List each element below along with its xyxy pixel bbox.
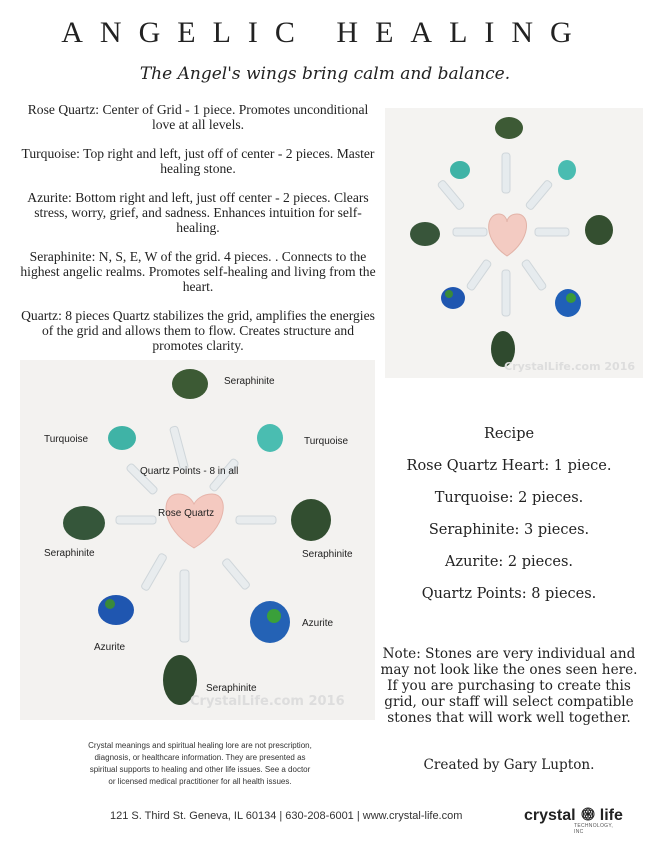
stone-seraphinite: Seraphinite: N, S, E, W of the grid. 4 pieces. . Connects to the highest angelic realms. Promotes self-healing and living from the heart. xyxy=(20,249,376,294)
grid-photo-top xyxy=(385,108,643,378)
label-turquoise-right: Turquoise xyxy=(304,436,349,447)
grid-photo-labeled xyxy=(20,360,375,720)
grid-photo-top-image xyxy=(385,108,643,378)
watermark-top: CrystalLife.com 2016 xyxy=(504,360,635,373)
recipe-item: Azurite: 2 pieces. xyxy=(444,554,573,570)
logo-word-crystal: crystal xyxy=(524,807,576,824)
recipe-item: Turquoise: 2 pieces. xyxy=(434,490,584,506)
label-seraphinite-left: Seraphinite xyxy=(44,548,95,559)
stone-quartz: Quartz: 8 pieces Quartz stabilizes the grid, amplifies the energies of the grid and allows them to flow. Creates structure and promotes clarity. xyxy=(21,308,375,353)
label-azurite-right: Azurite xyxy=(302,618,334,629)
watermark-labeled: CrystalLife.com 2016 xyxy=(190,694,345,709)
label-seraphinite-bottom: Seraphinite xyxy=(206,683,257,694)
grid-photo-labeled-image xyxy=(20,360,375,720)
flower-of-life-icon xyxy=(581,807,595,821)
recipe-item: Rose Quartz Heart: 1 piece. xyxy=(406,458,612,474)
stone-turquoise: Turquoise: Top right and left, just off of center - 2 pieces. Master healing stone. xyxy=(21,146,375,176)
label-rose-quartz: Rose Quartz xyxy=(158,508,215,519)
recipe xyxy=(380,418,638,610)
recipe-heading: Recipe xyxy=(483,426,535,442)
logo-word-life: life xyxy=(599,807,623,824)
stone-descriptions xyxy=(20,102,376,367)
stone-rose-quartz: Rose Quartz: Center of Grid - 1 piece. Promotes unconditional love at all levels. xyxy=(27,102,369,132)
label-seraphinite-top: Seraphinite xyxy=(224,376,275,387)
page-title: ANGELIC HEALING xyxy=(61,16,589,49)
tagline: The Angel's wings bring calm and balance. xyxy=(139,64,511,84)
crystal-life-logo xyxy=(524,805,624,835)
note: Note: Stones are very individual and may not look like the ones seen here. If you are purchasing to create this grid, our staff will select compatible stones that will work well together. xyxy=(380,646,638,726)
disclaimer: Crystal meanings and spiritual healing lore are not prescription, diagnosis, or healthcare information. They are presented as spiritual supports to healing and other life issues. See a doctor or licensed medical practitioner for all health issues. xyxy=(88,741,312,786)
stone-azurite: Azurite: Bottom right and left, just off center - 2 pieces. Clears stress, worry, grief, and sadness. Enhances intuition for self-healing. xyxy=(27,190,369,235)
author-credit: Created by Gary Lupton. xyxy=(423,757,595,773)
label-turquoise-left: Turquoise xyxy=(44,434,89,445)
recipe-item: Quartz Points: 8 pieces. xyxy=(421,586,597,602)
logo-subtitle: TECHNOLOGY, INC xyxy=(574,823,614,835)
label-seraphinite-right: Seraphinite xyxy=(302,549,353,560)
footer-contact: 121 S. Third St. Geneva, IL 60134 | 630-208-6001 | www.crystal-life.com xyxy=(110,810,463,822)
label-azurite-left: Azurite xyxy=(94,642,126,653)
recipe-item: Seraphinite: 3 pieces. xyxy=(428,522,590,538)
label-quartz-points: Quartz Points - 8 in all xyxy=(140,466,239,477)
